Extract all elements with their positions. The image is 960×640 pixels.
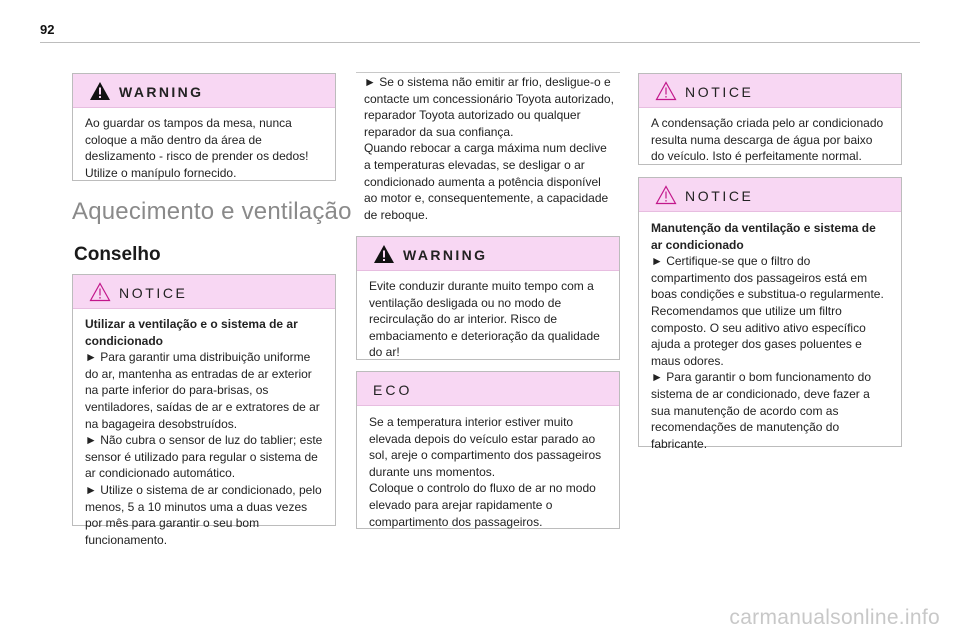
eco-paragraph: Se a temperatura interior estiver muito elevada depois do veículo estar parado ao sol, areje o compartimento dos passageiros durante uns momentos. [369, 415, 602, 479]
notice-body [639, 108, 901, 173]
notice-triangle-icon [655, 185, 677, 205]
paragraph: ► Se o sistema não emitir ar frio, desligue-o e contacte um concessionário Toyota autorizado, reparador Toyota autorizado ou qualquer reparador da sua confiança. [364, 75, 614, 139]
notice-body [73, 309, 335, 556]
warning-box-ventilation-off [356, 236, 620, 360]
warning-triangle-icon [89, 81, 111, 101]
page-number: 92 [40, 22, 55, 37]
warning-box-table-tops [72, 73, 336, 181]
notice-label: NOTICE [685, 188, 754, 204]
warning-text: Ao guardar os tampos da mesa, nunca coloque a mão dentro da área de deslizamento - risco de prender os dedos! Utilize o manípulo fornecido. [85, 116, 309, 180]
warning-label: WARNING [403, 247, 488, 263]
header-divider [40, 42, 920, 43]
notice-item: Recomendamos que utilize um filtro composto. O seu aditivo ativo específico ajuda a proteger dos gases poluentes e maus odores. [651, 303, 866, 368]
eco-header [357, 372, 619, 406]
watermark: carmanualsonline.info [729, 606, 940, 629]
paragraph: Quando rebocar a carga máxima num declive a temperaturas elevadas, se desligar o ar condicionado aumenta a potência disponível ao motor e, consequentemente, a capacidade de reboque. [364, 141, 609, 222]
warning-body [357, 271, 619, 369]
subsection-title: Conselho [74, 244, 161, 265]
notice-item: ► Para garantir o bom funcionamento do sistema de ar condicionado, deve fazer a sua manutenção de acordo com as recomendações de manutenção do fabricante. [651, 370, 872, 451]
notice-text: A condensação criada pelo ar condicionado resulta numa descarga de água por baixo do veículo. Isto é perfeitamente normal. [651, 116, 884, 164]
notice-heading: Utilizar a ventilação e o sistema de ar condicionado [85, 317, 298, 348]
warning-text: Evite conduzir durante muito tempo com a ventilação desligada ou no modo de recirculação do ar interior. Risco de embaciamento e deterioração da qualidade do ar! [369, 279, 600, 360]
notice-header [73, 275, 335, 309]
column2-top-rule [356, 72, 620, 73]
warning-header [357, 237, 619, 271]
notice-box-ventilation [72, 274, 336, 547]
notice-item: ► Certifique-se que o filtro do compartimento dos passageiros está em boas condições e substitua-o regularmente. [651, 254, 884, 302]
notice-box-maintenance [638, 177, 902, 451]
column2-text [364, 74, 614, 223]
warning-triangle-icon [373, 244, 395, 264]
notice-body [639, 212, 901, 460]
warning-body [73, 108, 335, 189]
notice-label: NOTICE [119, 285, 188, 301]
notice-header [639, 178, 901, 212]
warning-label: WARNING [119, 84, 204, 100]
warning-header [73, 74, 335, 108]
notice-label: NOTICE [685, 84, 754, 100]
eco-paragraph: Coloque o controlo do fluxo de ar no modo elevado para arejar rapidamente o compartimento dos passageiros. [369, 481, 596, 529]
notice-item: ► Para garantir uma distribuição uniforme do ar, mantenha as entradas de ar exterior na parte inferior do para-brisas, os ventiladores, saídas de ar e extratores de ar na bagageira desobstruídos. [85, 350, 320, 431]
eco-box [356, 371, 620, 529]
notice-heading: Manutenção da ventilação e sistema de ar condicionado [651, 221, 876, 252]
notice-box-condensation [638, 73, 902, 165]
notice-header [639, 74, 901, 108]
notice-item: ► Utilize o sistema de ar condicionado, pelo menos, 5 a 10 minutos uma a duas vezes por mês para garantir o seu bom funcionamento. [85, 482, 322, 547]
notice-item: ► Não cubra o sensor de luz do tablier; este sensor é utilizado para regular o sistema de ar condicionado automático. [85, 433, 323, 481]
eco-body [357, 406, 619, 538]
notice-triangle-icon [89, 282, 111, 302]
notice-triangle-icon [655, 81, 677, 101]
section-title: Aquecimento e ventilação [72, 198, 352, 225]
eco-label: ECO [373, 382, 413, 398]
